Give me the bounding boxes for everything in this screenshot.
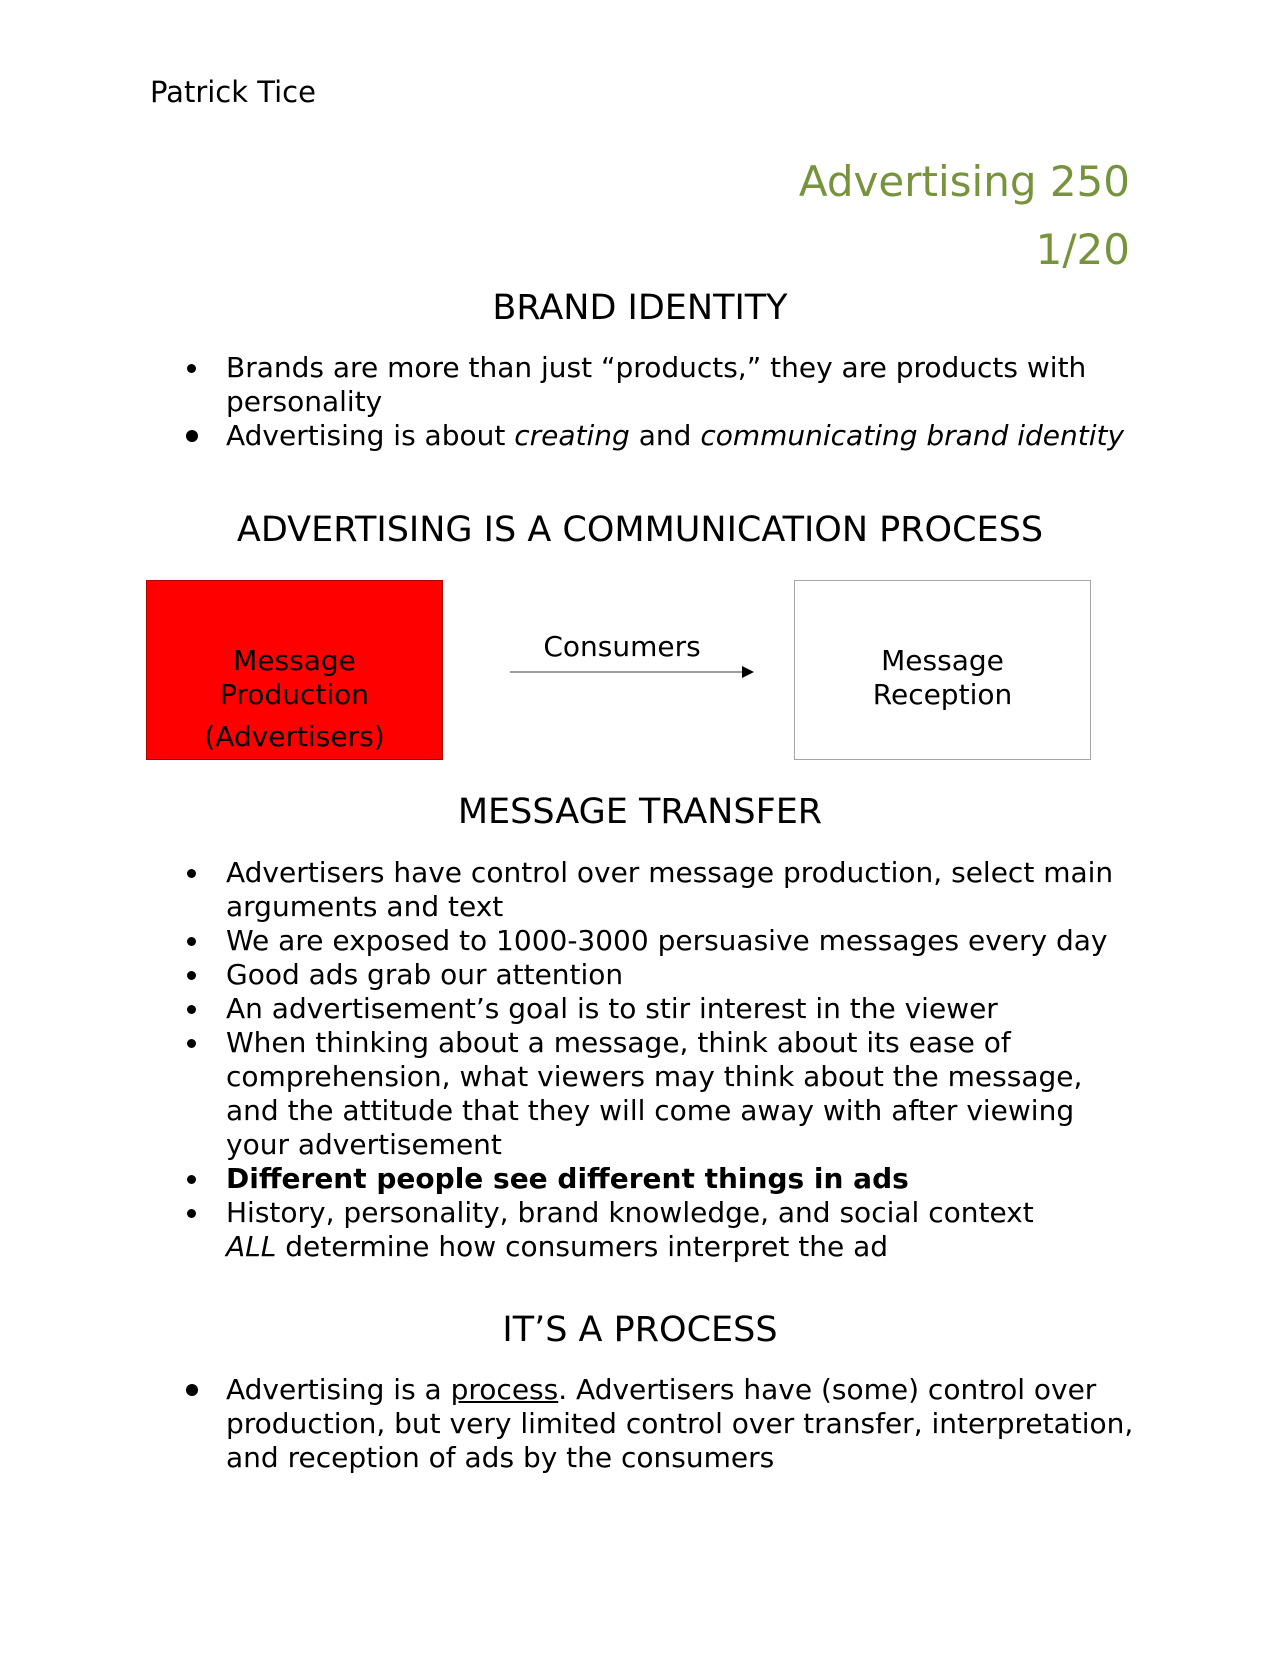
list-item	[184, 924, 1134, 958]
bullet-text-pre: Advertising is about	[226, 419, 515, 452]
list-item	[184, 958, 1134, 992]
message-transfer-heading: MESSAGE TRANSFER	[457, 792, 823, 832]
bullet-text-post: . Advertisers have (some) control over production, but very limited control over transfer, interpretation, and reception of ads by the consumers	[226, 1373, 1134, 1474]
bullet-icon	[187, 1039, 196, 1048]
list-item	[184, 856, 1134, 924]
reception-label-line2: Reception	[872, 678, 1013, 711]
bullet-text-rest: determine how consumers interpret the ad	[276, 1230, 888, 1263]
bullet-text-line1: History, personality, brand knowledge, and social context	[226, 1196, 1034, 1229]
message-reception-box	[794, 580, 1091, 760]
reception-label-line1: Message	[881, 644, 1004, 677]
bullet-text-underline: process	[450, 1373, 559, 1406]
list-item	[184, 1162, 1134, 1196]
bullet-icon	[187, 1005, 196, 1014]
author-name: Patrick Tice	[150, 75, 316, 109]
list-item	[184, 1373, 1134, 1475]
course-title: Advertising 250	[798, 157, 1130, 206]
list-item	[184, 992, 1134, 1026]
bullet-icon	[186, 430, 198, 442]
list-item	[184, 1026, 1134, 1162]
bullet-icon	[187, 1209, 196, 1218]
bullet-text: Good ads grab our attention	[226, 958, 624, 991]
bullet-icon	[187, 971, 196, 980]
bullet-text-emphasis: communicating brand identity	[700, 419, 1125, 452]
bullet-icon	[187, 869, 196, 878]
bullet-icon	[186, 1384, 198, 1396]
bullet-text: We are exposed to 1000-3000 persuasive messages every day	[226, 924, 1108, 957]
production-label-line1: Message	[233, 644, 356, 677]
its-a-process-heading: IT’S A PROCESS	[502, 1310, 778, 1350]
bullet-text-mid: and	[629, 419, 701, 452]
bullet-text-emphasis: ALL	[226, 1230, 277, 1263]
message-transfer-list	[184, 856, 1134, 1264]
communication-process-heading: ADVERTISING IS A COMMUNICATION PROCESS	[236, 510, 1044, 550]
message-production-box	[146, 580, 443, 760]
brand-identity-heading: BRAND IDENTITY	[492, 288, 788, 328]
bullet-text: Advertisers have control over message production, select main arguments and text	[226, 856, 1114, 923]
bullet-text: An advertisement’s goal is to stir interest in the viewer	[226, 992, 998, 1025]
course-heading	[799, 148, 1130, 284]
brand-identity-list	[184, 351, 1134, 453]
process-list	[184, 1373, 1134, 1475]
bullet-icon	[187, 364, 196, 373]
list-item	[184, 1196, 1134, 1264]
bullet-text: When thinking about a message, think about its ease of comprehension, what viewers may think about the message, and the attitude that they will come away with after viewing your advertisement	[226, 1026, 1083, 1161]
transfer-arrow-icon	[510, 662, 755, 682]
bullet-icon	[187, 937, 196, 946]
consumers-arrow-label: Consumers	[543, 630, 701, 663]
production-label-line2: Production	[220, 678, 369, 711]
course-date: 1/20	[1035, 225, 1130, 274]
bullet-text: Brands are more than just “products,” they are products with personality	[226, 351, 1087, 418]
list-item	[184, 351, 1134, 419]
list-item	[184, 419, 1134, 453]
bullet-text-pre: Advertising is a	[226, 1373, 451, 1406]
bullet-icon	[187, 1175, 196, 1184]
bullet-text-emphasis: creating	[514, 419, 630, 452]
bullet-text-bold: Different people see different things in ads	[226, 1162, 909, 1195]
production-label-line3: (Advertisers)	[204, 720, 385, 753]
